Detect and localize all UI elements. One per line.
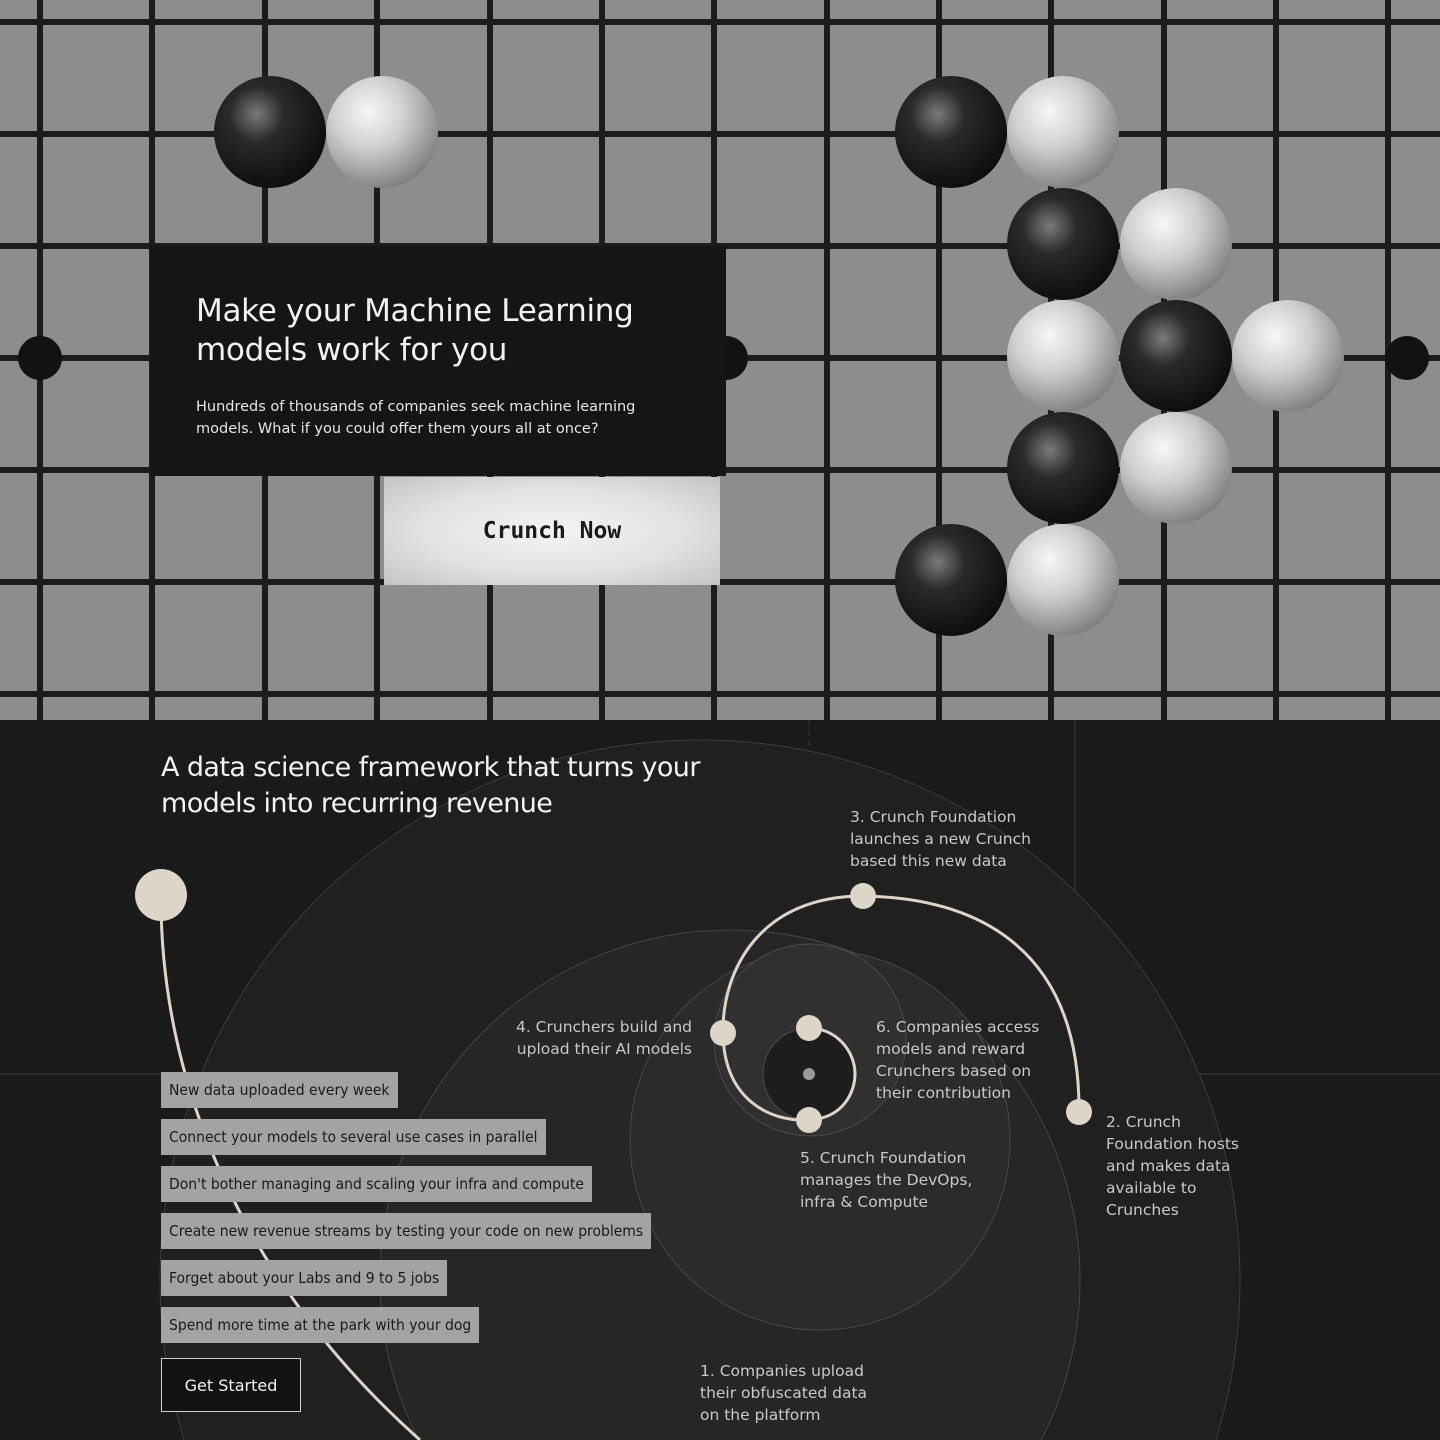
benefit-item: Create new revenue streams by testing your code on new problems [161,1213,651,1249]
black-stone [214,76,326,188]
black-stone [1007,188,1119,300]
white-stone [1232,300,1344,412]
white-stone [1007,300,1119,412]
benefit-item: Spend more time at the park with your dog [161,1307,479,1343]
framework-title: A data science framework that turns your models into recurring revenue [161,752,700,819]
step-4-label: 4. Crunchers build and upload their AI models [515,1018,692,1058]
black-stone [895,524,1007,636]
step-6-label: 6. Companies access models and reward Crunchers based on their contribution [876,1018,1040,1102]
step-3-label: 3. Crunch Foundation launches a new Crunch based this new data [850,808,1031,870]
star-point [18,336,62,380]
black-stone [1120,300,1232,412]
black-stone [1007,412,1119,524]
benefit-item: Connect your models to several use cases in parallel [161,1119,546,1155]
white-stone [1007,76,1119,188]
step-1-label: 1. Companies upload their obfuscated data on the platform [700,1362,868,1424]
node-start [135,869,187,921]
benefit-item: New data uploaded every week [161,1072,398,1108]
node-step-5 [796,1107,822,1133]
star-point [1385,336,1429,380]
white-stone [326,76,438,188]
benefit-item: Don't bother managing and scaling your infra and compute [161,1166,592,1202]
node-center [803,1068,815,1080]
benefit-item: Forget about your Labs and 9 to 5 jobs [161,1260,447,1296]
crunch-now-button[interactable]: Crunch Now [384,477,720,585]
node-step-6 [796,1015,822,1041]
node-step-4 [710,1020,736,1046]
hero-title: Make your Machine Learning models work for you [196,293,634,368]
white-stone [1120,412,1232,524]
get-started-button[interactable]: Get Started [161,1358,301,1412]
white-stone [1120,188,1232,300]
white-stone [1007,524,1119,636]
hero-card [150,246,726,476]
node-step-3 [850,883,876,909]
hero-subtitle: Hundreds of thousands of companies seek machine learning models. What if you could offer them yours all at once? [196,399,636,437]
step-2-label: 2. Crunch Foundation hosts and makes data available to Crunches [1106,1113,1239,1219]
black-stone [895,76,1007,188]
node-step-2 [1066,1099,1092,1125]
framework-section [0,720,1440,1440]
step-5-label: 5. Crunch Foundation manages the DevOps, infra & Compute [800,1149,973,1211]
